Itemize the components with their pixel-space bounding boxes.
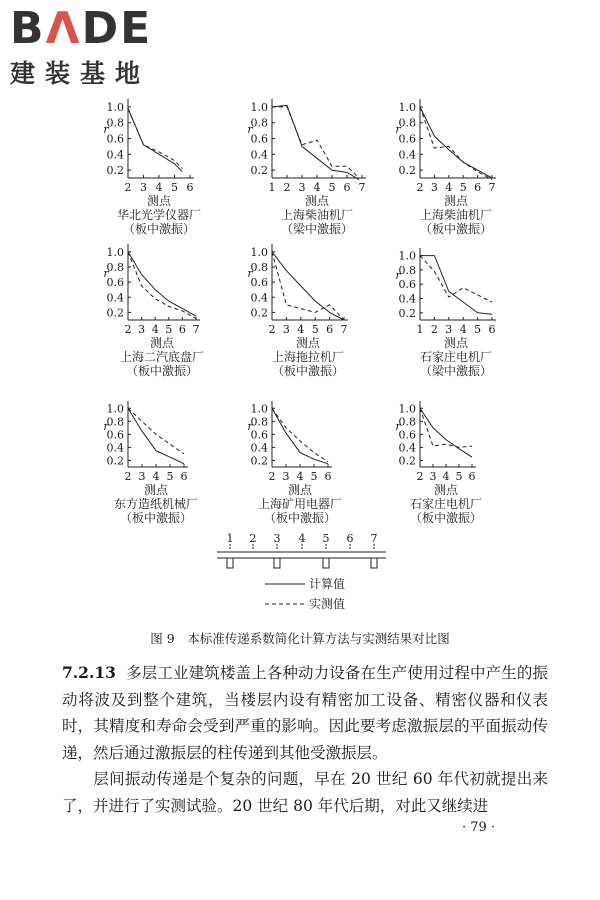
chart-2-x-tick-label: 2 bbox=[283, 181, 291, 194]
chart-4-y-tick-label: 0.4 bbox=[106, 291, 124, 305]
chart-7-x-tick-label: 3 bbox=[138, 470, 146, 483]
paragraph-1-text: 多层工业建筑楼盖上各种动力设备在生产使用过程中产生的振动将波及到整个建筑，当楼层内设有精密加工设备、精密仪器和仪表时，其精度和寿命会受到严重的影响。因此要考虑激振层的平面振动传递，然后通过激振层的柱传递到其他受激振层。 bbox=[62, 664, 548, 762]
chart-4-x-tick-label: 7 bbox=[192, 323, 200, 336]
chart-9-x-tick-label: 2 bbox=[416, 470, 424, 483]
chart-9-x-tick-label: 3 bbox=[429, 470, 437, 483]
chart-6-y-tick-label: 1.0 bbox=[398, 249, 416, 263]
chart-1-y-label: r bbox=[103, 123, 109, 136]
chart-8-x-label: 测点 bbox=[287, 483, 313, 497]
chart-9-calculated-line bbox=[420, 408, 472, 457]
chart-2-x-tick-label: 1 bbox=[268, 181, 276, 194]
chart-8-y-tick-label: 1.0 bbox=[250, 402, 268, 416]
chart-3-title: 上海柴油机厂 bbox=[419, 208, 493, 222]
chart-4-x-tick-label: 2 bbox=[124, 323, 132, 336]
chart-6-x-tick-label: 6 bbox=[488, 323, 496, 336]
chart-6-y-tick-label: 0.6 bbox=[398, 278, 416, 292]
chart-3-x-tick-label: 3 bbox=[430, 181, 438, 194]
chart-3-x-tick-label: 4 bbox=[445, 181, 453, 194]
legend-measured-label: 实测值 bbox=[309, 597, 346, 611]
chart-3-y-tick-label: 0.4 bbox=[398, 148, 416, 162]
chart-5-x-tick-label: 3 bbox=[282, 323, 290, 336]
chart-7-subtitle: （板中激振） bbox=[119, 511, 193, 525]
chart-4-y-tick-label: 0.8 bbox=[106, 260, 124, 274]
chart-9-x-tick-label: 4 bbox=[442, 470, 450, 483]
chart-7-y-tick-label: 0.4 bbox=[106, 441, 124, 455]
chart-8-x-tick-label: 3 bbox=[282, 470, 290, 483]
chart-6-x-tick-label: 5 bbox=[474, 323, 482, 336]
chart-4-y-label: r bbox=[103, 266, 109, 280]
chart-4-measured-line bbox=[128, 252, 196, 319]
chart-4-x-tick-label: 3 bbox=[138, 323, 146, 336]
schematic-point-label: 3 bbox=[273, 532, 281, 545]
legend-calculated-label: 计算值 bbox=[309, 577, 346, 591]
chart-8-y-tick-label: 0.6 bbox=[250, 428, 268, 442]
chart-4-y-tick-label: 0.6 bbox=[106, 276, 124, 290]
chart-5-y-label: r bbox=[247, 266, 253, 280]
chart-3-x-tick-label: 7 bbox=[488, 181, 496, 194]
chart-1-y-tick-label: 0.2 bbox=[106, 164, 124, 178]
chart-2-x-tick-label: 5 bbox=[328, 181, 336, 194]
chart-6-y-tick-label: 0.2 bbox=[398, 306, 416, 320]
chart-2-y-tick-label: 1.0 bbox=[250, 100, 268, 114]
chart-5-subtitle: （板中激振） bbox=[271, 364, 345, 378]
chart-8-y-label: r bbox=[247, 419, 253, 433]
chart-2-y-tick-label: 0.4 bbox=[250, 148, 268, 162]
chart-7-x-label: 测点 bbox=[143, 483, 169, 497]
section-paragraph-2 bbox=[62, 766, 548, 819]
chart-9-x-label: 测点 bbox=[433, 483, 459, 497]
chart-2-y-tick-label: 0.8 bbox=[250, 116, 268, 130]
chart-6-subtitle: （梁中激振） bbox=[419, 364, 493, 378]
chart-9-y-tick-label: 0.4 bbox=[398, 441, 416, 455]
chart-1-y-tick-label: 1.0 bbox=[106, 100, 124, 114]
chart-6-x-tick-label: 3 bbox=[445, 323, 453, 336]
chart-5-y-tick-label: 1.0 bbox=[250, 245, 268, 259]
chart-7-measured-line bbox=[128, 408, 184, 454]
chart-5-x-tick-label: 2 bbox=[268, 323, 276, 336]
schematic-point-label: 5 bbox=[322, 532, 330, 545]
chart-2-x-tick-label: 6 bbox=[343, 181, 351, 194]
chart-5-calculated-line bbox=[272, 252, 344, 320]
chart-3-y-tick-label: 0.8 bbox=[398, 116, 416, 130]
chart-4-x-tick-label: 4 bbox=[151, 323, 159, 336]
chart-1-y-tick-label: 0.4 bbox=[106, 148, 124, 162]
chart-1-x-label: 测点 bbox=[146, 194, 172, 208]
chart-1-x-tick-label: 3 bbox=[140, 181, 147, 194]
chart-6-calculated-line bbox=[420, 256, 492, 315]
chart-7-y-tick-label: 0.6 bbox=[106, 428, 124, 442]
chart-4-x-tick-label: 5 bbox=[165, 323, 173, 336]
figure-caption: 图 9 本标准传递系数简化计算方法与实测结果对比图 bbox=[150, 631, 450, 646]
schematic-column bbox=[227, 558, 233, 568]
chart-5-x-tick-label: 7 bbox=[340, 323, 348, 336]
chart-8-y-tick-label: 0.4 bbox=[250, 441, 268, 455]
chart-4-x-label: 测点 bbox=[149, 336, 175, 350]
chart-4-calculated-line bbox=[128, 252, 196, 316]
chart-9-y-tick-label: 0.2 bbox=[398, 454, 416, 468]
chart-4-y-tick-label: 1.0 bbox=[106, 245, 124, 259]
chart-8-y-tick-label: 0.8 bbox=[250, 415, 268, 429]
chart-1-measured-line bbox=[128, 109, 182, 169]
chart-8-x-tick-label: 2 bbox=[268, 470, 276, 483]
chart-3-x-label: 测点 bbox=[443, 194, 469, 208]
chart-3-y-tick-label: 0.2 bbox=[398, 164, 416, 178]
chart-8-x-tick-label: 6 bbox=[324, 470, 332, 483]
chart-3-y-tick-label: 1.0 bbox=[398, 100, 416, 114]
chart-5-x-label: 测点 bbox=[295, 336, 321, 350]
chart-2-measured-line bbox=[272, 107, 359, 178]
chart-1-subtitle: （板中激振） bbox=[122, 222, 196, 236]
schematic-point-label: 4 bbox=[298, 532, 306, 545]
chart-8-title: 上海矿用电器厂 bbox=[257, 497, 343, 511]
chart-5-measured-line bbox=[272, 252, 344, 320]
chart-2-x-tick-label: 3 bbox=[298, 181, 306, 194]
chart-7-x-tick-label: 6 bbox=[180, 470, 188, 483]
chart-4-x-tick-label: 6 bbox=[178, 323, 186, 336]
chart-5-y-tick-label: 0.4 bbox=[250, 291, 268, 305]
schematic-point-label: 6 bbox=[346, 532, 354, 545]
chart-9-y-tick-label: 0.8 bbox=[398, 415, 416, 429]
schematic-point-label: 1 bbox=[226, 532, 234, 545]
chart-3-measured-line bbox=[420, 107, 492, 180]
chart-3-y-tick-label: 0.6 bbox=[398, 132, 416, 146]
chart-1-x-tick-label: 4 bbox=[155, 181, 163, 194]
chart-4-y-tick-label: 0.2 bbox=[106, 306, 124, 320]
chart-6-x-tick-label: 1 bbox=[416, 323, 424, 336]
chart-6-title: 石家庄电机厂 bbox=[419, 350, 493, 364]
chart-3-x-tick-label: 6 bbox=[474, 181, 482, 194]
schematic-column bbox=[274, 558, 280, 568]
chart-1-calculated-line bbox=[128, 109, 182, 172]
chart-3-calculated-line bbox=[420, 107, 492, 178]
schematic-point-label: 2 bbox=[249, 532, 257, 545]
chart-9-x-tick-label: 5 bbox=[455, 470, 463, 483]
chart-2-calculated-line bbox=[272, 105, 359, 179]
chart-6-x-label: 测点 bbox=[443, 336, 469, 350]
logo-wordmark: BΛDE bbox=[10, 3, 153, 54]
chart-5-y-tick-label: 0.8 bbox=[250, 260, 268, 274]
chart-7-y-tick-label: 0.8 bbox=[106, 415, 124, 429]
chart-6-x-tick-label: 4 bbox=[459, 323, 467, 336]
chart-6-measured-line bbox=[420, 256, 492, 303]
chart-2-subtitle: （梁中激振） bbox=[280, 222, 354, 236]
chart-5-x-tick-label: 4 bbox=[297, 323, 305, 336]
chart-2-x-label: 测点 bbox=[304, 194, 330, 208]
chart-3-subtitle: （板中激振） bbox=[419, 222, 493, 236]
schematic-column bbox=[371, 558, 377, 568]
chart-1-y-tick-label: 0.8 bbox=[106, 116, 124, 130]
section-number: 7.2.13 bbox=[62, 663, 116, 682]
chart-1-x-tick-label: 6 bbox=[186, 181, 194, 194]
chart-6-y-tick-label: 0.8 bbox=[398, 263, 416, 277]
paragraph-2-text: 层间振动传递是个复杂的问题，早在 20 世纪 60 年代初就提出来了，并进行了实测试验。20 世纪 80 年代后期，对此又继续进 bbox=[62, 770, 548, 815]
chart-9-x-tick-label: 6 bbox=[468, 470, 476, 483]
chart-7-x-tick-label: 5 bbox=[166, 470, 174, 483]
chart-8-y-tick-label: 0.2 bbox=[250, 454, 268, 468]
chart-5-title: 上海拖拉机厂 bbox=[271, 350, 345, 364]
chart-3-y-label: r bbox=[395, 123, 401, 136]
chart-7-y-tick-label: 0.2 bbox=[106, 454, 124, 468]
section-paragraph-1 bbox=[62, 660, 548, 766]
chart-8-x-tick-label: 5 bbox=[310, 470, 318, 483]
chart-5-x-tick-label: 5 bbox=[311, 323, 319, 336]
chart-1-x-tick-label: 2 bbox=[124, 181, 132, 194]
chart-9-y-tick-label: 0.6 bbox=[398, 428, 416, 442]
chart-7-y-tick-label: 1.0 bbox=[106, 402, 124, 416]
chart-3-x-tick-label: 2 bbox=[416, 181, 424, 194]
chart-6-y-label: r bbox=[395, 269, 401, 283]
logo-subtitle: 建装基地 bbox=[10, 59, 151, 88]
chart-1-y-tick-label: 0.6 bbox=[106, 132, 124, 146]
chart-8-calculated-line bbox=[272, 408, 328, 463]
chart-2-title: 上海柴油机厂 bbox=[280, 208, 354, 222]
chart-7-calculated-line bbox=[128, 408, 184, 463]
chart-1-x-tick-label: 5 bbox=[171, 181, 178, 194]
chart-5-y-tick-label: 0.2 bbox=[250, 306, 268, 320]
chart-2-y-tick-label: 0.2 bbox=[250, 164, 268, 178]
chart-5-x-tick-label: 6 bbox=[326, 323, 334, 336]
chart-1-title: 华北光学仪器厂 bbox=[116, 208, 202, 222]
chart-7-title: 东方造纸机械厂 bbox=[113, 497, 199, 511]
chart-6-y-tick-label: 0.4 bbox=[398, 292, 416, 306]
chart-8-subtitle: （板中激振） bbox=[263, 511, 337, 525]
chart-3-x-tick-label: 5 bbox=[459, 181, 467, 194]
chart-6-x-tick-label: 2 bbox=[430, 323, 438, 336]
chart-9-y-tick-label: 1.0 bbox=[398, 402, 416, 416]
chart-7-x-tick-label: 4 bbox=[152, 470, 160, 483]
chart-2-x-tick-label: 7 bbox=[358, 181, 366, 194]
schematic-point-label: 7 bbox=[370, 532, 378, 545]
chart-4-subtitle: （板中激振） bbox=[125, 364, 199, 378]
chart-8-measured-line bbox=[272, 408, 328, 462]
schematic-column bbox=[323, 558, 329, 568]
chart-9-y-label: r bbox=[395, 419, 401, 433]
chart-2-y-label: r bbox=[247, 123, 253, 136]
chart-9-subtitle: （板中激振） bbox=[409, 511, 483, 525]
chart-7-x-tick-label: 2 bbox=[124, 470, 132, 483]
chart-2-y-tick-label: 0.6 bbox=[250, 132, 268, 146]
chart-8-x-tick-label: 4 bbox=[296, 470, 304, 483]
chart-5-y-tick-label: 0.6 bbox=[250, 276, 268, 290]
chart-9-title: 石家庄电机厂 bbox=[409, 497, 483, 511]
page-number: · 79 · bbox=[462, 820, 496, 835]
chart-2-x-tick-label: 4 bbox=[313, 181, 321, 194]
chart-9-measured-line bbox=[420, 408, 472, 447]
chart-7-y-label: r bbox=[103, 419, 109, 433]
chart-4-title: 上海二汽底盘厂 bbox=[119, 350, 205, 364]
